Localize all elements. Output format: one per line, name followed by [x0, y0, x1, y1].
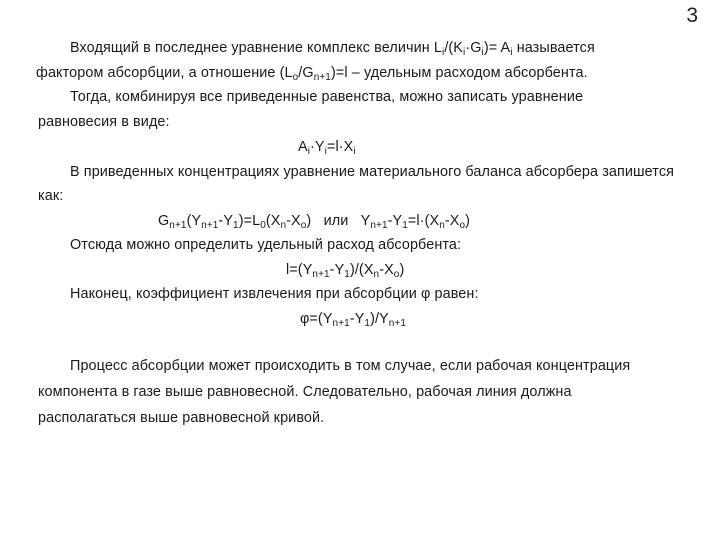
paragraph-working-line: Процесс абсорбции может происходить в том случае, если рабочая концентрация компонента в газе выше равновесной. Следовательно, рабочая линия должна располагаться выше равновесной кривой. [38, 358, 631, 426]
equation-extraction-coefficient: $\varphi=(Y_{n+1}-Y_1)/Y_{n+1}$ [300, 310, 407, 329]
paragraph-equilibrium: Тогда, комбинируя все приведенные равенства, можно записать уравнение равновесия в виде: [38, 89, 584, 130]
page-number: 3 [686, 4, 698, 27]
equation-specific-consumption: $l=(Y_{n+1}-Y_1)/(X_n-X_o)$ [286, 261, 405, 280]
paragraph-absorption-factor-line2: фактором абсорбции, а отношение $(L_o/G_{n+1})=l$ – удельным расходом абсорбента. [36, 64, 588, 83]
equation-equilibrium: $A_i\cdot Y_i=l\cdot X_i$ [298, 139, 356, 157]
paragraph-absorption-factor: Входящий в последнее уравнение комплекс величин $L_i/(K_i\cdot G_i)= A_i$ называется [70, 40, 595, 58]
paragraph-specific-consumption: Отсюда можно определить удельный расход абсорбента: [70, 237, 462, 253]
paragraph-extraction-coefficient: Наконец, коэффициент извлечения при абсорбции φ равен: [70, 286, 479, 302]
equation-material-balance: $G_{n+1}(Y_{n+1}-Y_1)=L_0(X_n-X_o)$ или $Y_{n+1}-Y_1=l\cdot(X_n-X_o)$ [158, 212, 471, 231]
document-body [38, 36, 688, 431]
paragraph-spacer [38, 331, 688, 353]
paragraph-material-balance: В приведенных концентрациях уравнение материального баланса абсорбера запишется как: [38, 163, 675, 204]
